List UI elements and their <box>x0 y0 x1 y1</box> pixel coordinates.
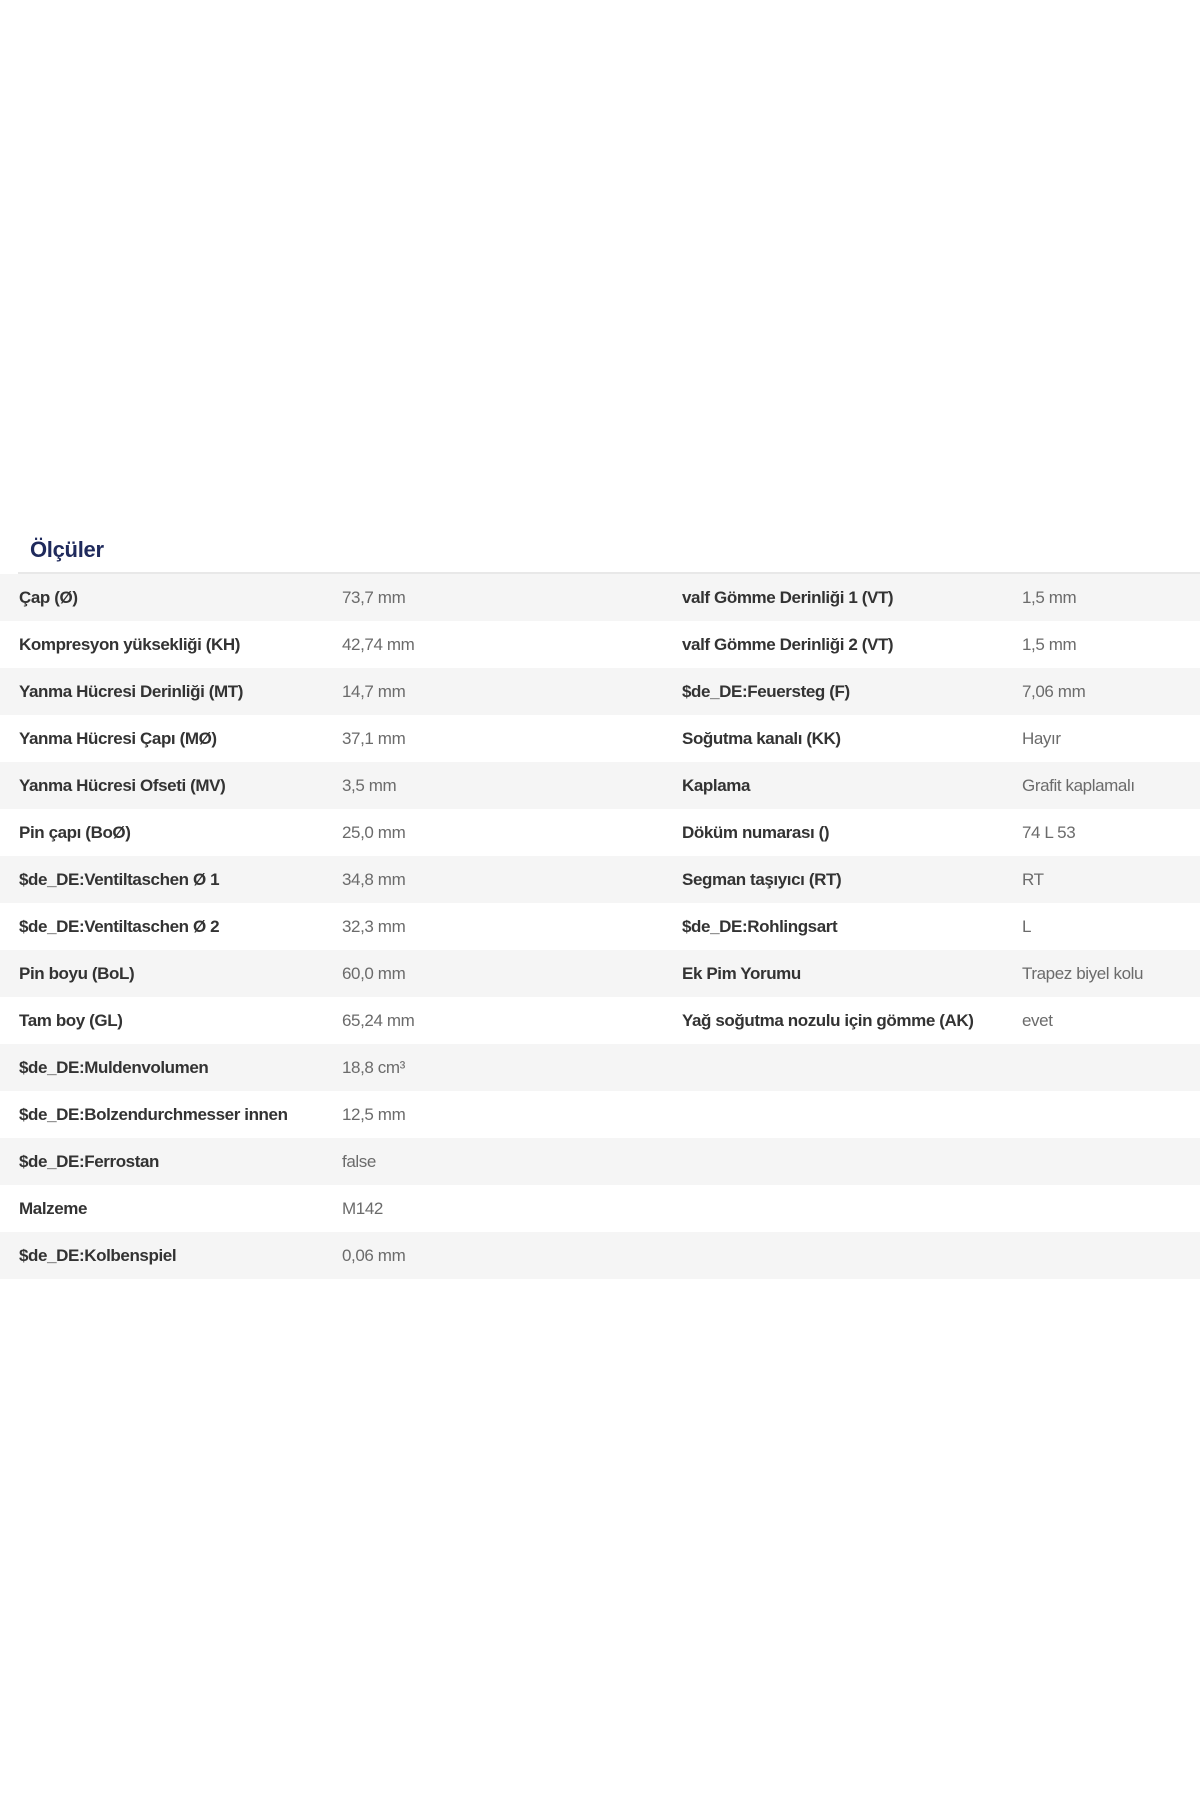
spec-label: Tam boy (GL) <box>19 1010 123 1030</box>
spec-label: Döküm numarası () <box>682 822 830 842</box>
spec-value: evet <box>1022 1010 1053 1030</box>
spec-row <box>0 950 1200 997</box>
spec-value: 74 L 53 <box>1022 822 1076 842</box>
spec-value: RT <box>1022 869 1044 889</box>
spec-value <box>1022 1044 1200 1091</box>
spec-label: $de_DE:Feuersteg (F) <box>682 681 850 701</box>
spec-row <box>0 715 1200 762</box>
spec-label: $de_DE:Ventiltaschen Ø 2 <box>19 916 220 936</box>
spec-row <box>0 856 1200 903</box>
spec-label: Yanma Hücresi Derinliği (MT) <box>19 681 244 701</box>
spec-value: L <box>1022 916 1032 936</box>
spec-value <box>1022 1091 1200 1138</box>
spec-value: 0,06 mm <box>342 1245 406 1265</box>
spec-value <box>1022 1232 1200 1279</box>
spec-label: Çap (Ø) <box>19 587 78 607</box>
spec-value: 12,5 mm <box>342 1104 406 1124</box>
spec-row <box>0 1091 1200 1138</box>
spec-value: 42,74 mm <box>342 634 415 654</box>
spec-value <box>1022 1185 1200 1232</box>
spec-label: $de_DE:Ferrostan <box>19 1151 160 1171</box>
spec-row <box>0 574 1200 621</box>
dimensions-section <box>0 528 1200 1279</box>
spec-value: 14,7 mm <box>342 681 406 701</box>
spec-value: 1,5 mm <box>1022 634 1077 654</box>
spec-label: Segman taşıyıcı (RT) <box>682 869 842 889</box>
spec-row <box>0 762 1200 809</box>
spec-label <box>682 1232 1022 1279</box>
spec-label: Pin boyu (BoL) <box>19 963 135 983</box>
spec-table <box>0 574 1200 1279</box>
spec-value: 34,8 mm <box>342 869 406 889</box>
spec-value: 3,5 mm <box>342 775 397 795</box>
spec-label <box>682 1044 1022 1091</box>
spec-label <box>682 1138 1022 1185</box>
spec-row <box>0 1232 1200 1279</box>
spec-value: false <box>342 1151 376 1171</box>
spec-label: valf Gömme Derinliği 1 (VT) <box>682 587 894 607</box>
spec-value: 37,1 mm <box>342 728 406 748</box>
spec-value: 73,7 mm <box>342 587 406 607</box>
spec-label: Yanma Hücresi Ofseti (MV) <box>19 775 226 795</box>
spec-label: Yanma Hücresi Çapı (MØ) <box>19 728 217 748</box>
spec-value: 60,0 mm <box>342 963 406 983</box>
spec-label: Ek Pim Yorumu <box>682 963 801 983</box>
spec-label: Pin çapı (BoØ) <box>19 822 131 842</box>
spec-value: Trapez biyel kolu <box>1022 963 1144 983</box>
spec-value: 25,0 mm <box>342 822 406 842</box>
spec-value: 65,24 mm <box>342 1010 415 1030</box>
spec-value: 32,3 mm <box>342 916 406 936</box>
spec-label: Yağ soğutma nozulu için gömme (AK) <box>682 1010 974 1030</box>
spec-label: $de_DE:Rohlingsart <box>682 916 838 936</box>
spec-label <box>682 1091 1022 1138</box>
spec-row <box>0 1138 1200 1185</box>
spec-label: $de_DE:Bolzendurchmesser innen <box>19 1104 288 1124</box>
spec-label: Malzeme <box>19 1198 88 1218</box>
spec-row <box>0 903 1200 950</box>
spec-value: M142 <box>342 1198 383 1218</box>
spec-value: Grafit kaplamalı <box>1022 775 1135 795</box>
spec-value: 1,5 mm <box>1022 587 1077 607</box>
spec-value: 18,8 cm³ <box>342 1057 405 1077</box>
spec-row <box>0 621 1200 668</box>
spec-row <box>0 1185 1200 1232</box>
spec-value: 7,06 mm <box>1022 681 1086 701</box>
spec-label: Soğutma kanalı (KK) <box>682 728 841 748</box>
spec-label: $de_DE:Muldenvolumen <box>19 1057 209 1077</box>
spec-label: $de_DE:Ventiltaschen Ø 1 <box>19 869 220 889</box>
spec-label: valf Gömme Derinliği 2 (VT) <box>682 634 894 654</box>
spec-label: $de_DE:Kolbenspiel <box>19 1245 177 1265</box>
section-title: Ölçüler <box>30 537 104 562</box>
spec-label: Kompresyon yüksekliği (KH) <box>19 634 241 654</box>
spec-row <box>0 809 1200 856</box>
spec-value <box>1022 1138 1200 1185</box>
spec-row <box>0 997 1200 1044</box>
spec-value: Hayır <box>1022 728 1061 748</box>
spec-label: Kaplama <box>682 775 751 795</box>
spec-row <box>0 1044 1200 1091</box>
spec-row <box>0 668 1200 715</box>
spec-label <box>682 1185 1022 1232</box>
